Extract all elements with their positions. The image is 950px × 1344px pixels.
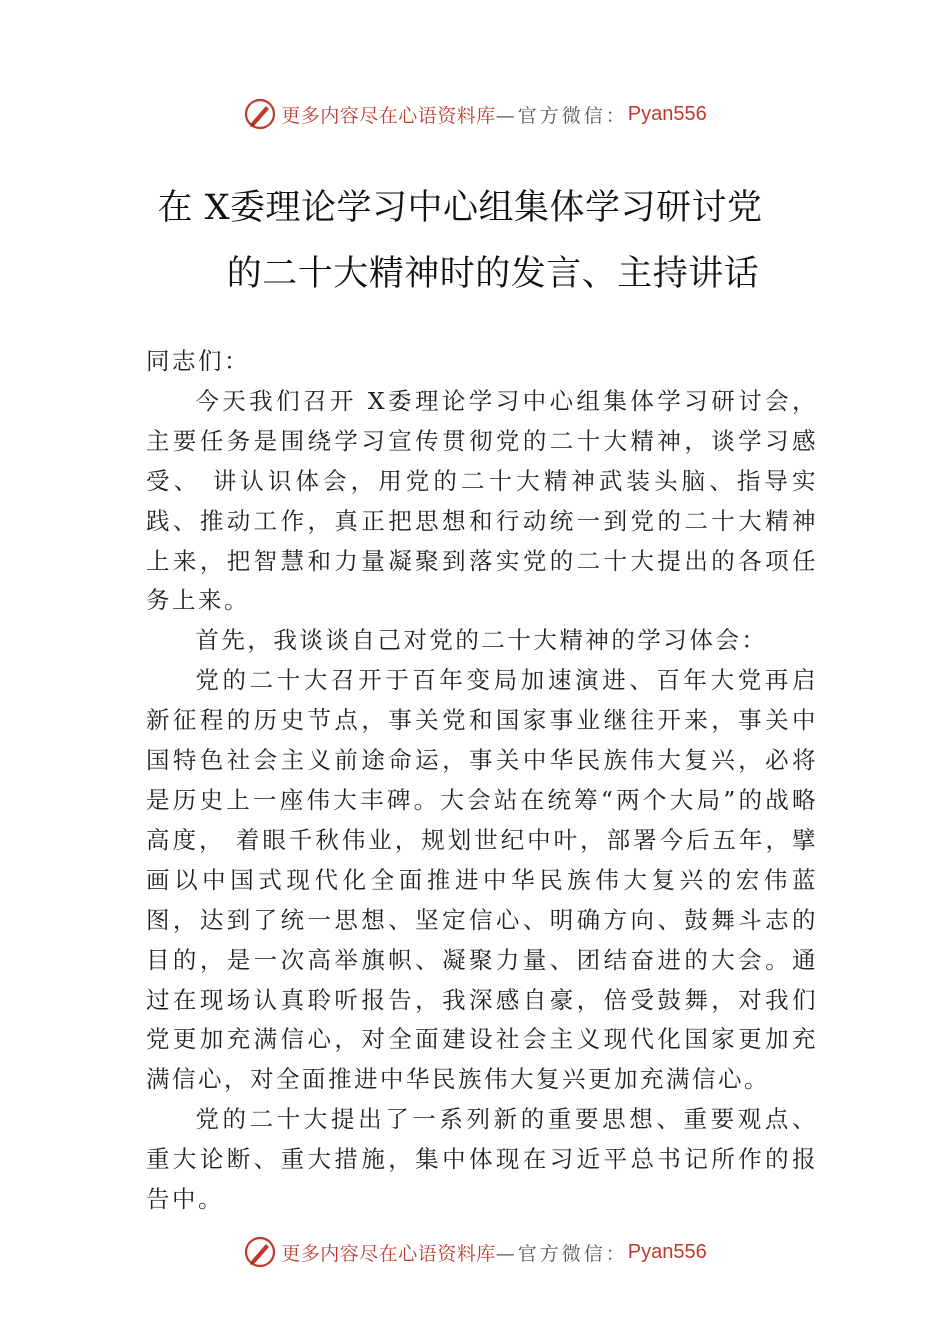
salutation: 同志们： xyxy=(146,347,250,375)
watermark-header xyxy=(0,94,950,134)
document-title-line-1: 在 X委理论学习中心组集体学习研讨党 xyxy=(157,188,763,228)
watermark-wechat-id: Pyan556 xyxy=(627,1240,707,1263)
watermark-footer xyxy=(0,1232,950,1272)
pen-logo-icon xyxy=(243,97,277,131)
watermark-brand: 更多内容尽在心语资料库 xyxy=(281,104,496,127)
body-paragraph: 首先，我谈谈自己对党的二十大精神的学习体会： xyxy=(195,626,768,655)
watermark-official-label: —官方微信： xyxy=(495,1242,628,1265)
watermark-wechat-id: Pyan556 xyxy=(627,102,707,125)
pen-logo-icon xyxy=(243,1235,277,1269)
body-paragraph: 党的二十大召开于百年变局加速演进、百年大党再启新征程的历史节点，事关党和国家事业继往开来，事关中国特色社会主义前途命运，事关中华民族伟大复兴，必将是历史上一座伟大丰碑。大会站在统筹“两个大局”的战略高度， 着眼千秋伟业，规划世纪中叶，部署今后五年，擘画以中国式现代化全面推进中华民族伟大复兴的宏伟蓝图，达到了统一思想、坚定信心、明确方向、鼓舞斗志的目的，是一次高举旗帜、凝聚力量、团结奋进的大会。通过在现场认真聆听报告，我深感自豪，倍受鼓舞，对我们党更加充满信心，对全面建设社会主义现代化国家更加充满信心，对全面推进中华民族伟大复兴更加充满信心。 xyxy=(146,666,818,1094)
body-paragraph: 党的二十大提出了一系列新的重要思想、重要观点、重大论断、重大措施，集中体现在习近平总书记所作的报告中。 xyxy=(146,1105,818,1214)
document-body xyxy=(146,342,818,1220)
document-title-line-2: 的二十大精神时的发言、主持讲话 xyxy=(226,254,760,294)
watermark-official-label: —官方微信： xyxy=(495,104,628,127)
watermark-brand: 更多内容尽在心语资料库 xyxy=(281,1242,496,1265)
body-paragraph: 今天我们召开 X委理论学习中心组集体学习研讨会，主要任务是围绕学习宣传贯彻党的二十大精神，谈学习感受、 讲认识体会，用党的二十大精神武装头脑、指导实践、推动工作，真正把思想和行动统一到党的二十大精神上来，把智慧和力量凝聚到落实党的二十大提出的各项任务上来。 xyxy=(146,386,818,615)
